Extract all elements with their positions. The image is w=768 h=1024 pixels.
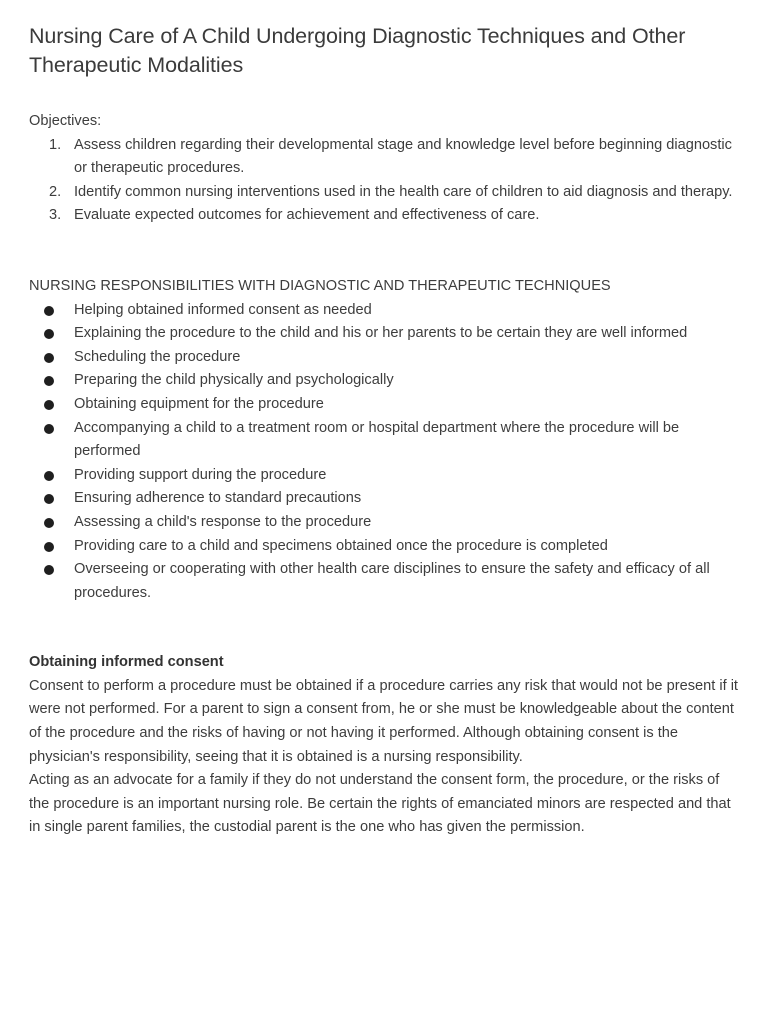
responsibilities-heading: NURSING RESPONSIBILITIES WITH DIAGNOSTIC AND THERAPEUTIC TECHNIQUES xyxy=(29,277,611,294)
objective-item xyxy=(29,181,740,205)
list-item-text: Ensuring adherence to standard precautions xyxy=(74,490,362,507)
list-item-text: Obtaining equipment for the procedure xyxy=(74,395,324,412)
bullet-icon xyxy=(44,400,54,410)
bullet-icon xyxy=(44,353,54,363)
objective-text: Evaluate expected outcomes for achievement and effectiveness of care. xyxy=(74,207,540,224)
list-item-text: Providing care to a child and specimens obtained once the procedure is completed xyxy=(74,537,608,554)
list-item xyxy=(29,393,740,417)
list-item-text: Overseeing or cooperating with other health care disciplines to ensure the safety and efficacy of all procedures. xyxy=(74,561,710,601)
objective-item xyxy=(29,204,740,228)
list-item xyxy=(29,558,740,605)
list-item-text: Explaining the procedure to the child and his or her parents to be certain they are well informed xyxy=(74,325,688,342)
bullet-icon xyxy=(44,376,54,386)
objective-number: 3. xyxy=(49,207,62,224)
objective-number: 1. xyxy=(49,136,62,153)
bullet-icon xyxy=(44,518,54,528)
list-item xyxy=(29,487,740,511)
consent-paragraph: Consent to perform a procedure must be obtained if a procedure carries any risk that would not be present if it were not performed. For a parent to sign a consent from, he or she must be knowledgeable about the content of the procedure and the risks of having or not having it performed. Although obtaining consent is the physician's responsibility, seeing that it is obtained is a nursing responsibility. xyxy=(29,677,738,765)
consent-heading: Obtaining informed consent xyxy=(29,654,224,671)
bullet-icon xyxy=(44,542,54,552)
list-item xyxy=(29,511,740,535)
list-item-text: Preparing the child physically and psychologically xyxy=(74,372,394,389)
bullet-icon xyxy=(44,565,54,575)
page-title: Nursing Care of A Child Undergoing Diagnostic Techniques and Other Therapeutic Modalities xyxy=(29,24,686,77)
bullet-icon xyxy=(44,329,54,339)
list-item-text: Providing support during the procedure xyxy=(74,466,327,483)
list-item xyxy=(29,369,740,393)
responsibilities-list xyxy=(29,299,740,606)
list-item xyxy=(29,464,740,488)
list-item-text: Scheduling the procedure xyxy=(74,348,241,365)
objective-item xyxy=(29,134,740,181)
list-item xyxy=(29,299,740,323)
list-item xyxy=(29,535,740,559)
objective-text: Assess children regarding their developmental stage and knowledge level before beginning diagnostic or therapeutic procedures. xyxy=(74,136,732,177)
list-item xyxy=(29,417,740,464)
consent-paragraph: Acting as an advocate for a family if they do not understand the consent form, the procedure, or the risks of the procedure is an important nursing role. Be certain the rights of emanciated minors are respected and that in single parent families, the custodial parent is the one who has given the permission. xyxy=(29,772,731,836)
bullet-icon xyxy=(44,494,54,504)
list-item-text: Assessing a child's response to the procedure xyxy=(74,513,372,530)
bullet-icon xyxy=(44,424,54,434)
list-item xyxy=(29,322,740,346)
bullet-icon xyxy=(44,471,54,481)
list-item-text: Helping obtained informed consent as needed xyxy=(74,301,372,318)
objective-text: Identify common nursing interventions used in the health care of children to aid diagnosis and therapy. xyxy=(74,183,733,200)
list-item xyxy=(29,346,740,370)
objectives-list xyxy=(29,134,740,228)
list-item-text: Accompanying a child to a treatment room or hospital department where the procedure will be performed xyxy=(74,419,680,460)
objectives-heading: Objectives: xyxy=(29,113,102,129)
objective-number: 2. xyxy=(49,183,62,200)
bullet-icon xyxy=(44,306,54,316)
